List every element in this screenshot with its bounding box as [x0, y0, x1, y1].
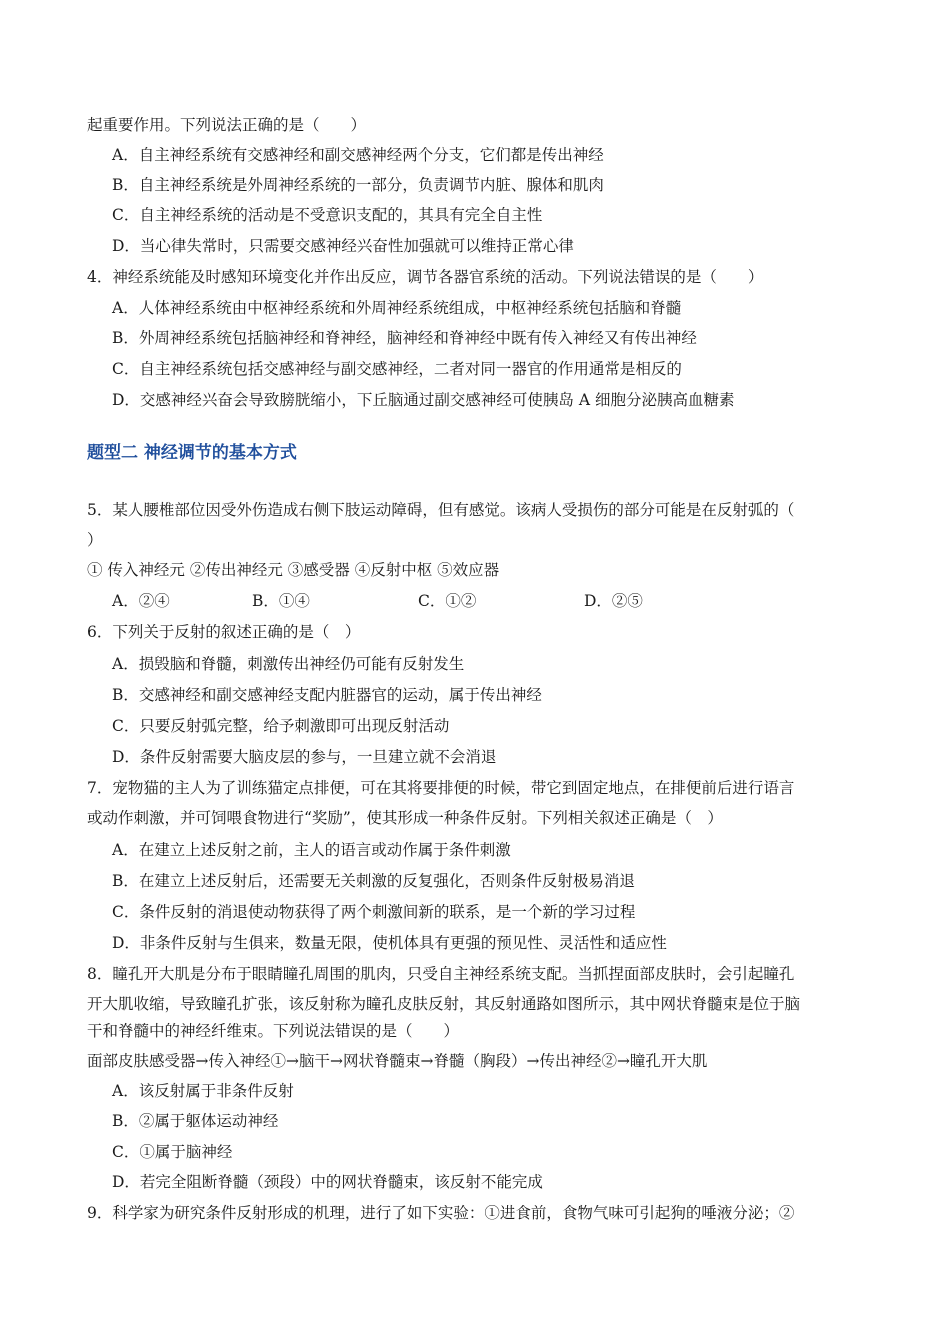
q5-option-c: C．①②: [418, 592, 477, 610]
q4-option-c: C．自主神经系统包括交感神经与副交感神经，二者对同一器官的作用通常是相反的: [112, 360, 682, 378]
q7-option-c: C．条件反射的消退使动物获得了两个刺激间新的联系，是一个新的学习过程: [112, 903, 636, 921]
q4-option-b: B．外周神经系统包括脑神经和脊神经，脑神经和脊神经中既有传入神经又有传出神经: [112, 329, 697, 347]
q6-option-b: B．交感神经和副交感神经支配内脏器官的运动，属于传出神经: [112, 686, 542, 704]
q8-option-a: A．该反射属于非条件反射: [112, 1082, 294, 1100]
q7-option-b: B．在建立上述反射后，还需要无关刺激的反复强化，否则条件反射极易消退: [112, 872, 635, 890]
q4-option-d: D．交感神经兴奋会导致膀胱缩小，下丘脑通过副交感神经可使胰岛 A 细胞分泌胰高血糖素: [112, 391, 735, 409]
q3-option-b: B．自主神经系统是外周神经系统的一部分，负责调节内脏、腺体和肌肉: [112, 176, 604, 194]
q3-option-c: C．自主神经系统的活动是不受意识支配的，其具有完全自主性: [112, 206, 543, 224]
q7-stem-line1: 7．宠物猫的主人为了训练猫定点排便，可在其将要排便的时候，带它到固定地点，在排便前后进行语言: [87, 779, 795, 797]
q8-pathway: 面部皮肤感受器→传入神经①→脑干→网状脊髓束→脊髓（胸段）→传出神经②→瞳孔开大肌: [87, 1052, 708, 1070]
q5-stem-line1: 5．某人腰椎部位因受外伤造成右侧下肢运动障碍，但有感觉。该病人受损伤的部分可能是在反射弧的（: [87, 501, 795, 519]
q6-option-a: A．损毁脑和脊髓，刺激传出神经仍可能有反射发生: [112, 655, 465, 673]
q8-option-d: D．若完全阻断脊髓（颈段）中的网状脊髓束，该反射不能完成: [112, 1173, 543, 1191]
section-heading: 题型二 神经调节的基本方式: [87, 443, 297, 463]
q8-stem-line3: 干和脊髓中的神经纤维束。下列说法错误的是（ ）: [87, 1022, 460, 1040]
q4-option-a: A．人体神经系统由中枢神经系统和外周神经系统组成，中枢神经系统包括脑和脊髓: [112, 299, 682, 317]
q9-stem-line1: 9．科学家为研究条件反射形成的机理，进行了如下实验：①进食前，食物气味可引起狗的唾液分泌；②: [87, 1204, 795, 1222]
q8-option-c: C．①属于脑神经: [112, 1143, 233, 1161]
q5-items: ① 传入神经元 ②传出神经元 ③感受器 ④反射中枢 ⑤效应器: [87, 561, 500, 579]
q3-option-a: A．自主神经系统有交感神经和副交感神经两个分支，它们都是传出神经: [112, 146, 604, 164]
q5-option-d: D．②⑤: [584, 592, 643, 610]
q3-stem-continued: 起重要作用。下列说法正确的是（ ）: [87, 116, 367, 134]
q8-option-b: B．②属于躯体运动神经: [112, 1112, 279, 1130]
q7-stem-line2: 或动作刺激，并可饲喂食物进行“奖励”，使其形成一种条件反射。下列相关叙述正确是（ ）: [87, 809, 723, 827]
q8-stem-line1: 8．瞳孔开大肌是分布于眼睛瞳孔周围的肌肉，只受自主神经系统支配。当抓捏面部皮肤时，会引起瞳孔: [87, 965, 795, 983]
q5-option-b: B．①④: [252, 592, 310, 610]
q6-stem: 6．下列关于反射的叙述正确的是（ ）: [87, 623, 361, 641]
q5-option-a: A．②④: [112, 592, 170, 610]
q7-option-d: D．非条件反射与生俱来，数量无限，使机体具有更强的预见性、灵活性和适应性: [112, 934, 667, 952]
q7-option-a: A．在建立上述反射之前，主人的语言或动作属于条件刺激: [112, 841, 511, 859]
q6-option-d: D．条件反射需要大脑皮层的参与，一旦建立就不会消退: [112, 748, 497, 766]
q3-option-d: D．当心律失常时，只需要交感神经兴奋性加强就可以维持正常心律: [112, 237, 574, 255]
q6-option-c: C．只要反射弧完整，给予刺激即可出现反射活动: [112, 717, 450, 735]
q8-stem-line2: 开大肌收缩，导致瞳孔扩张，该反射称为瞳孔皮肤反射，其反射通路如图所示，其中网状脊髓束是位于脑: [87, 995, 801, 1013]
q5-stem-line2: ）: [87, 531, 103, 549]
q4-stem: 4．神经系统能及时感知环境变化并作出反应，调节各器官系统的活动。下列说法错误的是（ ）: [87, 268, 764, 286]
